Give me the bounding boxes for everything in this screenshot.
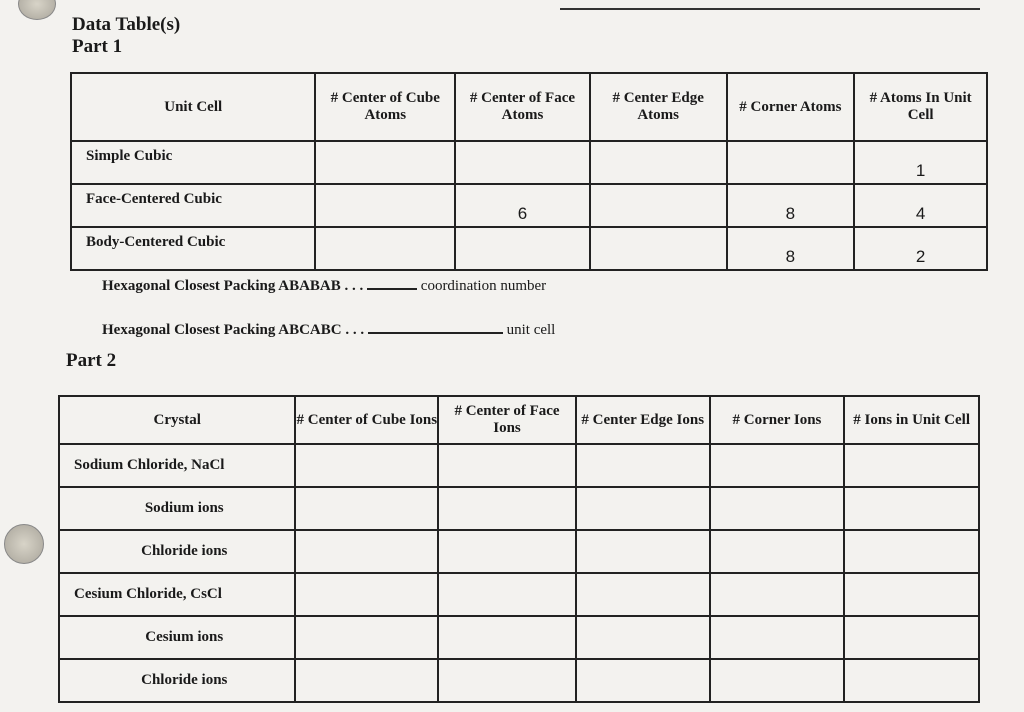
header-cell: # Ions in Unit Cell	[844, 396, 979, 444]
row-label: Chloride ions	[59, 530, 295, 573]
part2-table	[58, 395, 980, 703]
table-row	[59, 616, 979, 659]
header-cell: # Center Edge Ions	[576, 396, 710, 444]
value-cell[interactable]: 6	[455, 184, 590, 227]
value-cell[interactable]	[844, 573, 979, 616]
table-row	[59, 530, 979, 573]
header-cell: Crystal	[59, 396, 295, 444]
value-cell[interactable]	[576, 530, 710, 573]
value-cell[interactable]	[438, 659, 576, 702]
row-label: Sodium ions	[59, 487, 295, 530]
value-cell[interactable]	[315, 227, 455, 270]
part1-table	[70, 72, 988, 271]
header-cell: # Atoms In Unit Cell	[854, 73, 987, 141]
header-cell: # Center Edge Atoms	[590, 73, 727, 141]
value-cell[interactable]	[590, 184, 727, 227]
hcp-ababab-line	[102, 278, 546, 295]
value-cell[interactable]	[295, 616, 438, 659]
value-cell[interactable]	[844, 659, 979, 702]
value-cell[interactable]	[295, 659, 438, 702]
hcp-ababab-suffix: coordination number	[420, 278, 547, 294]
value-cell[interactable]	[710, 530, 845, 573]
hole-punch	[4, 524, 44, 564]
header-cell: # Center of Cube Ions	[295, 396, 438, 444]
hole-punch	[18, 0, 56, 20]
header-cell: # Center of Face Atoms	[455, 73, 590, 141]
row-label: Cesium ions	[59, 616, 295, 659]
row-label: Cesium Chloride, CsCl	[59, 573, 295, 616]
row-label: Face-Centered Cubic	[71, 184, 315, 227]
part1-heading: Part 1	[72, 36, 123, 57]
value-cell[interactable]	[844, 616, 979, 659]
divider	[560, 8, 980, 10]
header-cell: # Center of Cube Atoms	[315, 73, 455, 141]
page-title: Data Table(s)	[72, 14, 181, 35]
hcp-abcabc-suffix: unit cell	[506, 322, 556, 338]
value-cell[interactable]	[576, 659, 710, 702]
table-row	[59, 487, 979, 530]
row-label: Simple Cubic	[71, 141, 315, 184]
value-cell[interactable]	[315, 141, 455, 184]
value-cell[interactable]: 1	[854, 141, 987, 184]
value-cell[interactable]	[438, 530, 576, 573]
value-cell[interactable]	[438, 573, 576, 616]
value-cell[interactable]	[710, 444, 845, 487]
value-cell[interactable]	[710, 659, 845, 702]
unit-cell-blank[interactable]	[368, 332, 503, 334]
header-cell: # Center of Face Ions	[438, 396, 576, 444]
value-cell[interactable]	[576, 444, 710, 487]
hcp-abcabc-line	[102, 322, 555, 339]
table-row	[71, 141, 987, 184]
value-cell[interactable]	[295, 573, 438, 616]
value-cell[interactable]: 4	[854, 184, 987, 227]
value-cell[interactable]	[710, 573, 845, 616]
value-cell[interactable]	[844, 530, 979, 573]
value-cell[interactable]	[315, 184, 455, 227]
table-row	[59, 659, 979, 702]
value-cell[interactable]: 2	[854, 227, 987, 270]
value-cell[interactable]	[590, 227, 727, 270]
value-cell[interactable]	[455, 141, 590, 184]
value-cell[interactable]	[295, 487, 438, 530]
value-cell[interactable]	[844, 487, 979, 530]
part2-heading: Part 2	[66, 350, 117, 371]
value-cell[interactable]	[438, 616, 576, 659]
value-cell[interactable]: 8	[727, 184, 855, 227]
table-row	[71, 184, 987, 227]
value-cell[interactable]	[455, 227, 590, 270]
row-label: Sodium Chloride, NaCl	[59, 444, 295, 487]
header-cell: # Corner Atoms	[727, 73, 855, 141]
value-cell[interactable]: 8	[727, 227, 855, 270]
hcp-abcabc-label: Hexagonal Closest Packing ABCABC . . .	[102, 322, 365, 338]
value-cell[interactable]	[576, 616, 710, 659]
header-cell: Unit Cell	[71, 73, 315, 141]
header-cell: # Corner Ions	[710, 396, 845, 444]
table-row	[71, 227, 987, 270]
coordination-number-blank[interactable]	[367, 288, 417, 290]
value-cell[interactable]	[727, 141, 855, 184]
table-row	[59, 573, 979, 616]
value-cell[interactable]	[710, 616, 845, 659]
value-cell[interactable]	[438, 487, 576, 530]
value-cell[interactable]	[576, 487, 710, 530]
value-cell[interactable]	[295, 444, 438, 487]
value-cell[interactable]	[295, 530, 438, 573]
table-header-row	[59, 396, 979, 444]
row-label: Chloride ions	[59, 659, 295, 702]
table-row	[59, 444, 979, 487]
hcp-ababab-label: Hexagonal Closest Packing ABABAB . . .	[102, 278, 364, 294]
value-cell[interactable]	[710, 487, 845, 530]
value-cell[interactable]	[590, 141, 727, 184]
table-header-row	[71, 73, 987, 141]
row-label: Body-Centered Cubic	[71, 227, 315, 270]
value-cell[interactable]	[844, 444, 979, 487]
value-cell[interactable]	[438, 444, 576, 487]
value-cell[interactable]	[576, 573, 710, 616]
